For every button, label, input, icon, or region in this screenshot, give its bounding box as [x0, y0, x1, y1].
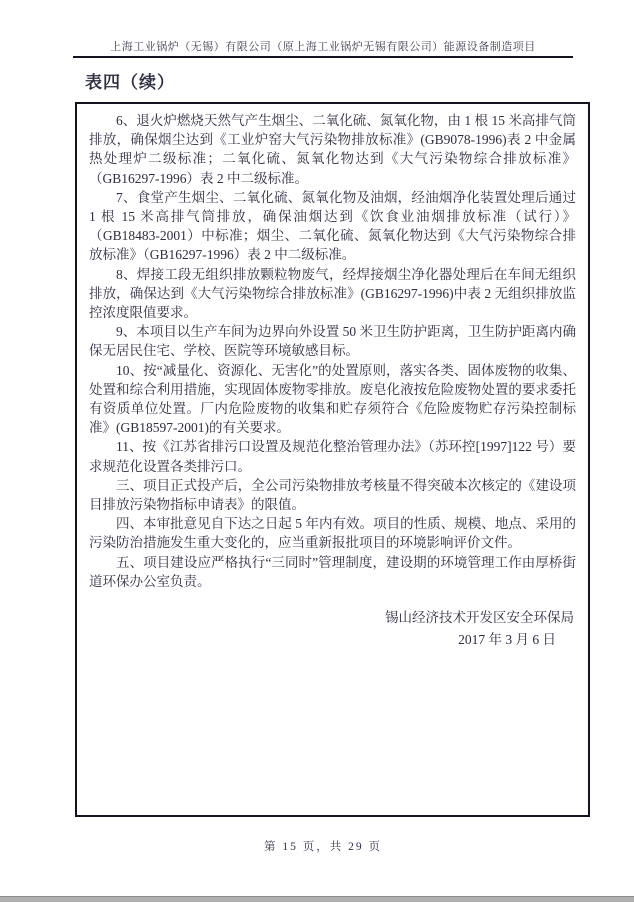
- clause-paragraph: 四、本审批意见自下达之日起 5 年内有效。项目的性质、规模、地点、采用的污染防治措施发生重大变化的，应当重新报批项目的环境影响评价文件。: [89, 516, 576, 551]
- document-header-title: 上海工业锅炉（无锡）有限公司（原上海工业锅炉无锡有限公司）能源设备制造项目: [110, 41, 536, 53]
- clause-paragraph: 三、项目正式投产后，全公司污染物排放考核量不得突破本次核定的《建设项目排放污染物指标申请表》的限值。: [89, 477, 576, 513]
- clause-paragraph: 10、按“减量化、资源化、无害化”的处置原则，落实各类、固体废物的收集、处置和综合利用措施，实现固体废物零排放。废皂化液按危险废物处置的要求委托有资质单位处置。厂内危险废物的收集和贮存须符合《危险废物贮存污染控制标准》(GB18597-2001)的有关要求。: [89, 362, 576, 436]
- clause-paragraph: 8、焊接工段无组织排放颗粒物废气，经焊接烟尘净化器处理后在车间无组织排放，确保达到《大气污染物综合排放标准》(GB16297-1996)中表 2 无组织排放监控浓度限值要求。: [89, 266, 576, 321]
- header-divider-line: [73, 56, 573, 58]
- clause-paragraph: 6、退火炉燃烧天然气产生烟尘、二氧化硫、氮氧化物，由 1 根 15 米高排气筒排放，确保烟尘达到《工业炉窑大气污染物排放标准》(GB9078-1996)表 2 中金属热处理炉二级标准；二氧化硫、氮氧化物达到《大气污染物综合排放标准》（GB16297-1996）表 2 中二级标准。: [89, 113, 576, 186]
- clause-paragraph: 7、食堂产生烟尘、二氧化硫、氮氧化物及油烟，经油烟净化装置处理后通过 1 根 15 米高排气筒排放，确保油烟达到《饮食业油烟排放标准（试行）》（GB18483-2001）中标准；烟尘、二氧化硫、氮氧化物达到《大气污染物综合排放标准》（GB16297-1996）表 2 中二级标准。: [89, 189, 576, 263]
- signature-block: [89, 607, 576, 651]
- approval-content-box: [75, 102, 590, 817]
- table-section-label: 表四（续）: [85, 73, 175, 92]
- page-bottom-edge-shadow: [0, 896, 634, 902]
- signature-organization: 锡山经济技术开发区安全环保局: [385, 610, 574, 626]
- clause-paragraph: 11、按《江苏省排污口设置及规范化整治管理办法》（苏环控[1997]122 号）要求规范化设置各类排污口。: [89, 439, 576, 474]
- clause-paragraph: 五、项目建设应严格执行“三同时”管理制度，建设期的环境管理工作由厚桥街道环保办公室负责。: [89, 554, 576, 589]
- page-number-footer: 第 15 页，共 29 页: [264, 841, 382, 853]
- signature-date: 2017 年 3 月 6 日: [458, 632, 556, 648]
- clause-paragraph: 9、本项目以生产车间为边界向外设置 50 米卫生防护距离，卫生防护距离内确保无居民住宅、学校、医院等环境敏感目标。: [89, 324, 576, 359]
